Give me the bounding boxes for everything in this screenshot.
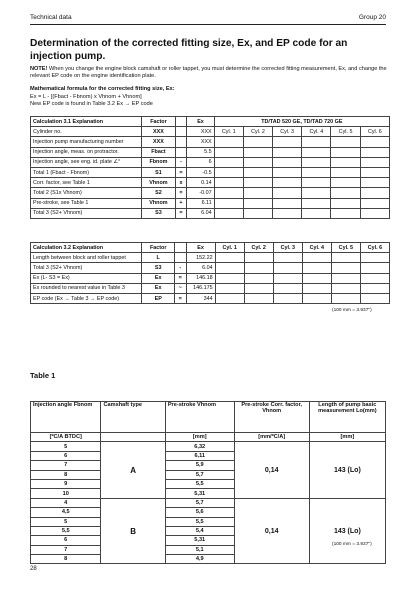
t31-cell-factor: Fbact (142, 147, 175, 157)
t1-cell-angle: 10 (31, 489, 101, 498)
t31-row (31, 157, 390, 167)
t31-row (31, 188, 390, 198)
t32-cell-factor: EP (142, 293, 175, 303)
t1-unit-camshaft (101, 433, 165, 442)
t32-cyl-cell (215, 253, 244, 263)
t1-cell-angle: 7 (31, 461, 101, 470)
t31-cell-exp: Total 2 (S1x Vhnom) (31, 188, 142, 198)
t1-cell-angle: 7 (31, 545, 101, 554)
t32-cyl-cell (331, 263, 360, 273)
t1-header-length: Length of pump basic measurement Lo(mm) (309, 402, 385, 433)
t32-cell-factor: Ex (142, 273, 175, 283)
t32-cell-exp: EP code (Ex → Table 3 → EP code) (31, 293, 142, 303)
t32-header-op (174, 243, 186, 253)
t31-cyl-cell (360, 167, 389, 177)
t32-cyl-cell (302, 263, 331, 273)
calc32-footnote: (100 mm = 3.937") (332, 308, 372, 313)
t32-cyl-cell (215, 283, 244, 293)
t31-cell-op: - (175, 157, 187, 167)
t32-row (31, 273, 390, 283)
t1-header-camshaft: Camshaft type (101, 402, 165, 433)
t32-row (31, 293, 390, 303)
t32-cyl-cell (215, 293, 244, 303)
t31-cyl-cell (273, 178, 302, 188)
t1-cell-angle: 9 (31, 479, 101, 488)
t31-cyl-cell (243, 198, 272, 208)
t31-header-exp: Calculation 3.1 Explanation (31, 117, 142, 127)
t31-cyl-label: Cyl. 1 (214, 127, 243, 137)
t31-header-ex: Ex (187, 117, 214, 127)
t31-cell-exp: Corr. factor, see Table 1 (31, 178, 142, 188)
t31-cyl-cell (214, 198, 243, 208)
t31-cyl-cell (214, 188, 243, 198)
t1-cell-angle: 4 (31, 498, 101, 507)
t31-cell-op (175, 147, 187, 157)
t32-cell-ex: 6.04 (186, 263, 215, 273)
t1-cell-prestroke: 5,5 (165, 479, 234, 488)
t31-cell-factor: XXX (142, 137, 175, 147)
t31-cyl-cell (331, 198, 360, 208)
t31-cell-exp: Total 1 (Fbact - Fbnom) (31, 167, 142, 177)
t31-cyl-cell (360, 208, 389, 218)
t31-cyl-cell (360, 178, 389, 188)
t31-cyl-cell (214, 157, 243, 167)
t1-cell-angle: 5 (31, 517, 101, 526)
t31-cyl-cell (360, 188, 389, 198)
t1-cell-prestroke: 5,31 (165, 536, 234, 545)
t32-cell-exp: Ex (L- S3 = Ex) (31, 273, 142, 283)
t31-cyl-cell (243, 147, 272, 157)
page-header (30, 14, 386, 21)
t32-cyl-cell (273, 273, 302, 283)
t32-cyl-cell (244, 253, 273, 263)
t31-cyl-cell (360, 198, 389, 208)
t32-cyl-cell (244, 263, 273, 273)
t31-cell-ex: 6.11 (187, 198, 214, 208)
t1-cell-prestroke: 5,31 (165, 489, 234, 498)
t31-cell-ex: 6 (187, 157, 214, 167)
t1-unit-prestroke: [mm] (165, 433, 234, 442)
note-label: NOTE! (30, 66, 48, 72)
t31-row (31, 137, 390, 147)
t31-header-op (175, 117, 187, 127)
formula-ep-note: New EP code is found in Table 3.2 Ex → EP code (30, 101, 153, 108)
t32-cyl-cell (331, 273, 360, 283)
t31-cell-factor: S3 (142, 208, 175, 218)
t32-cyl-cell (244, 293, 273, 303)
t32-cell-exp: Ex rounded to nearest value in Table 3 (31, 283, 142, 293)
t31-cyl-cell (243, 178, 272, 188)
t31-cyl-cell (214, 167, 243, 177)
t32-row (31, 263, 390, 273)
t1-cell-angle: 8 (31, 555, 101, 564)
t32-header-exp: Calculation 3.2 Explanation (31, 243, 142, 253)
t31-cyl-cell (331, 157, 360, 167)
t32-cyl-label: Cyl. 5 (331, 243, 360, 253)
t32-cyl-label: Cyl. 3 (273, 243, 302, 253)
t31-cell-ex: 0.14 (187, 178, 214, 188)
t32-cyl-cell (244, 273, 273, 283)
header-right: Group 20 (358, 14, 386, 21)
t32-cyl-cell (273, 283, 302, 293)
t1-cell-prestroke: 6,32 (165, 442, 234, 451)
formula-block (30, 86, 390, 109)
t1-cell-prestroke: 5,1 (165, 545, 234, 554)
t31-cyl-cell (273, 167, 302, 177)
t31-cell-ex: -0.07 (187, 188, 214, 198)
t32-cyl-cell (273, 293, 302, 303)
t31-cell-op: x (175, 178, 187, 188)
t31-cyl-cell (214, 178, 243, 188)
t32-cell-op: = (174, 273, 186, 283)
note-paragraph (30, 66, 390, 80)
t1-cell-prestroke: 4,9 (165, 555, 234, 564)
t31-cyl-cell (302, 167, 331, 177)
t32-cyl-cell (331, 293, 360, 303)
t32-cyl-cell (360, 273, 389, 283)
t32-cell-op: = (174, 293, 186, 303)
t31-header-factor: Factor (142, 117, 175, 127)
t31-cell-op: = (175, 188, 187, 198)
t32-cyl-cell (331, 283, 360, 293)
t31-cyl-cell (331, 208, 360, 218)
t31-cyl-cell (302, 208, 331, 218)
t1-cell-angle: 4,5 (31, 508, 101, 517)
t31-cyl-cell (243, 137, 272, 147)
t31-cell-op: + (175, 198, 187, 208)
t1-cell-angle: 8 (31, 470, 101, 479)
t31-row (31, 198, 390, 208)
t31-cyl-cell (214, 208, 243, 218)
t32-cell-ex: 344 (186, 293, 215, 303)
t1-unit-corr: [mm/ºC/A] (234, 433, 309, 442)
t1-header-angle: Injection angle Fbnom (31, 402, 101, 433)
t32-cyl-cell (360, 253, 389, 263)
t31-row (31, 127, 390, 137)
t1-header-prestroke: Pre-stroke Vhnom (165, 402, 234, 433)
t31-cyl-cell (214, 147, 243, 157)
t1-cell-corr: 0,14 (234, 498, 309, 564)
t32-cyl-label: Cyl. 4 (302, 243, 331, 253)
t31-cyl-cell (331, 188, 360, 198)
t1-cell-camshaft: A (101, 442, 165, 498)
header-divider (30, 24, 386, 25)
t1-cell-angle: 6 (31, 536, 101, 545)
t32-cyl-cell (331, 253, 360, 263)
t32-row (31, 253, 390, 263)
t31-cell-factor: Fbnom (142, 157, 175, 167)
t31-cyl-cell (273, 157, 302, 167)
t32-cell-ex: 152.22 (186, 253, 215, 263)
t32-cell-op (174, 253, 186, 263)
t31-cyl-cell (273, 208, 302, 218)
t1-cell-prestroke: 5,5 (165, 517, 234, 526)
t31-row (31, 178, 390, 188)
t1-row (31, 498, 386, 507)
t32-cyl-cell (215, 273, 244, 283)
t32-cell-factor: Ex (142, 283, 175, 293)
t31-cell-exp: Injection angle, see eng. id. plate ∠° (31, 157, 142, 167)
t32-cell-ex: 146.175 (186, 283, 215, 293)
t32-cyl-cell (215, 263, 244, 273)
t32-cyl-cell (302, 293, 331, 303)
t31-cyl-cell (243, 157, 272, 167)
table1-title: Table 1 (30, 371, 56, 380)
t32-cell-exp: Total 3 (S2+ Vhnom) (31, 263, 142, 273)
t1-cell-angle: 6 (31, 451, 101, 460)
t31-cyl-cell (331, 178, 360, 188)
t31-cell-exp: Pre-stroke, see Table 1 (31, 198, 142, 208)
calculation-3-1-table (30, 116, 390, 219)
t31-cell-exp: Injection pump manufacturing number (31, 137, 142, 147)
t31-cell-ex: -0.5 (187, 167, 214, 177)
t31-cell-exp: Cylinder no. (31, 127, 142, 137)
t31-row (31, 208, 390, 218)
t1-cell-prestroke: 5,7 (165, 470, 234, 479)
t32-cell-ex: 146.18 (186, 273, 215, 283)
t31-cyl-label: Cyl. 4 (302, 127, 331, 137)
t1-cell-angle: 5 (31, 442, 101, 451)
t32-cyl-label: Cyl. 2 (244, 243, 273, 253)
t31-cell-factor: S1 (142, 167, 175, 177)
t32-cyl-cell (273, 253, 302, 263)
t31-cyl-cell (331, 167, 360, 177)
t31-cell-factor: Vhnom (142, 198, 175, 208)
t1-cell-prestroke: 5,9 (165, 461, 234, 470)
t31-cell-factor: Vhnom (142, 178, 175, 188)
t31-row (31, 167, 390, 177)
t32-cyl-cell (273, 263, 302, 273)
t32-cyl-label: Cyl. 1 (215, 243, 244, 253)
t1-cell-length: 143 (Lo) (309, 498, 385, 564)
t31-cyl-label: Cyl. 6 (360, 127, 389, 137)
t31-cell-factor: XXX (142, 127, 175, 137)
t31-cyl-cell (302, 147, 331, 157)
t1-cell-corr: 0,14 (234, 442, 309, 498)
t31-cell-op: = (175, 208, 187, 218)
t32-cyl-cell (244, 283, 273, 293)
t31-cyl-cell (360, 147, 389, 157)
t31-cyl-cell (273, 147, 302, 157)
t31-cyl-cell (302, 188, 331, 198)
t31-header-engine: TD/TAD 520 GE, TD/TAD 720 GE (214, 117, 389, 127)
t31-cyl-cell (302, 198, 331, 208)
t32-cyl-cell (302, 283, 331, 293)
t31-cell-ex: 6.04 (187, 208, 214, 218)
t32-cyl-label: Cyl. 6 (360, 243, 389, 253)
t31-cyl-label: Cyl. 2 (243, 127, 272, 137)
t1-unit-length: [mm] (309, 433, 385, 442)
t31-cell-ex: 5.5 (187, 147, 214, 157)
page-title: Determination of the corrected fitting size, Ex, and EP code for an injection pump. (30, 38, 348, 62)
t31-cyl-cell (214, 137, 243, 147)
t1-cell-prestroke: 5,7 (165, 498, 234, 507)
t31-cyl-cell (302, 137, 331, 147)
t32-cyl-cell (302, 253, 331, 263)
t31-cyl-label: Cyl. 3 (273, 127, 302, 137)
t31-cyl-cell (331, 137, 360, 147)
t32-cell-factor: S3 (142, 263, 175, 273)
t1-cell-angle: 5,5 (31, 526, 101, 535)
t1-header-corr: Pre-stroke Corr. factor, Vhnom (234, 402, 309, 433)
calculation-3-2-table (30, 242, 390, 304)
t31-row (31, 147, 390, 157)
t31-cyl-cell (243, 208, 272, 218)
t31-cyl-cell (360, 137, 389, 147)
t32-header-ex: Ex (186, 243, 215, 253)
t32-cyl-cell (360, 293, 389, 303)
t31-cyl-cell (273, 198, 302, 208)
t1-cell-length: 143 (Lo) (309, 442, 385, 498)
table1 (30, 401, 386, 564)
t31-cell-ex: XXX (187, 137, 214, 147)
t32-cell-op: ~ (174, 283, 186, 293)
page-number: 28 (30, 566, 37, 572)
t1-cell-camshaft: B (101, 498, 165, 564)
t31-cell-op: = (175, 167, 187, 177)
t31-cyl-cell (302, 178, 331, 188)
table1-footnote: (100 mm = 3.937") (332, 542, 372, 547)
t32-row (31, 283, 390, 293)
t31-cell-exp: Injection angle, meas. on protractor. (31, 147, 142, 157)
t1-row (31, 442, 386, 451)
t31-cyl-cell (302, 157, 331, 167)
formula-heading: Mathematical formula for the corrected fitting size, Ex: (30, 86, 175, 92)
t31-cyl-cell (273, 188, 302, 198)
t1-cell-prestroke: 5,6 (165, 508, 234, 517)
t1-unit-angle: [ºC/A BTDC] (31, 433, 101, 442)
t31-cyl-cell (360, 157, 389, 167)
header-left: Technical data (30, 14, 72, 21)
t31-cyl-cell (243, 167, 272, 177)
formula-expression: Ex = L - [(Fbact - Fbnom) x Vhnom + Vhnom] (30, 93, 142, 100)
t31-cell-factor: S2 (142, 188, 175, 198)
t31-cell-op (175, 137, 187, 147)
note-text: When you change the engine block camshaft or roller tappet, you must determine the corrected fitting measurement, Ex, and change the relevant EP code on the engine identification plate. (30, 66, 387, 80)
t31-cell-op (175, 127, 187, 137)
t32-cyl-cell (360, 283, 389, 293)
t32-cell-exp: Length between block and roller tappet (31, 253, 142, 263)
t31-cyl-label: Cyl. 5 (331, 127, 360, 137)
t32-cell-op: - (174, 263, 186, 273)
t31-cyl-cell (243, 188, 272, 198)
t32-header-factor: Factor (142, 243, 175, 253)
t32-cell-factor: L (142, 253, 175, 263)
t32-cyl-cell (360, 263, 389, 273)
t31-cell-ex: XXX (187, 127, 214, 137)
t31-cell-exp: Total 3 (S2+ Vhnom) (31, 208, 142, 218)
t1-cell-prestroke: 5,4 (165, 526, 234, 535)
t31-cyl-cell (273, 137, 302, 147)
t31-cyl-cell (331, 147, 360, 157)
t1-cell-prestroke: 6,11 (165, 451, 234, 460)
t32-cyl-cell (302, 273, 331, 283)
